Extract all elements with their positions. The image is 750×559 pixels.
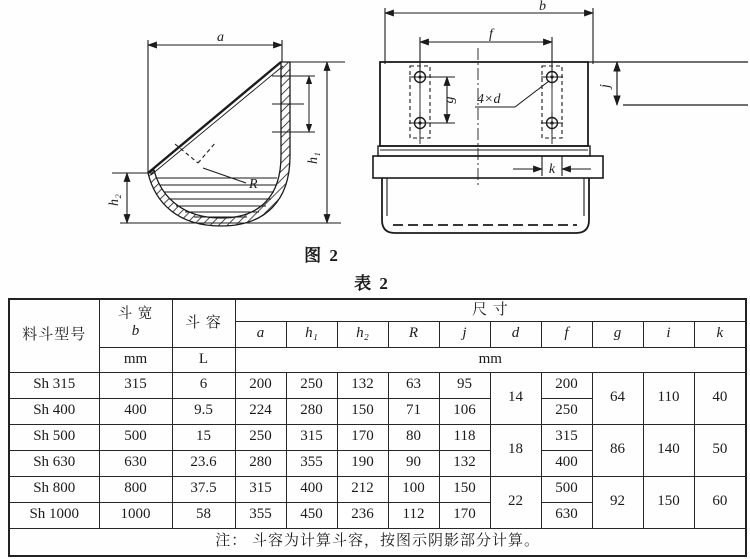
cell-a: 250 bbox=[235, 424, 286, 450]
radius-leader-line bbox=[203, 168, 246, 183]
cell-h1: 250 bbox=[286, 372, 337, 398]
cell-capacity: 15 bbox=[172, 424, 235, 450]
col-header-k: k bbox=[694, 321, 746, 347]
cell-R: 80 bbox=[388, 424, 439, 450]
table-row bbox=[9, 372, 746, 398]
header-dimensions-unit: mm bbox=[235, 347, 746, 372]
dim-label-h2: h₂ bbox=[107, 194, 122, 206]
cell-h2: 212 bbox=[337, 476, 388, 502]
cell-k-merged: 60 bbox=[694, 476, 746, 528]
cell-R: 112 bbox=[388, 502, 439, 528]
cell-a: 224 bbox=[235, 398, 286, 424]
cell-h2: 132 bbox=[337, 372, 388, 398]
cell-j: 118 bbox=[439, 424, 490, 450]
cell-capacity: 9.5 bbox=[172, 398, 235, 424]
cell-i-merged: 150 bbox=[643, 476, 694, 528]
header-model: 料斗型号 bbox=[9, 299, 99, 372]
cell-R: 71 bbox=[388, 398, 439, 424]
header-bucket-width-title: 斗 宽 bbox=[117, 306, 154, 323]
cell-capacity: 37.5 bbox=[172, 476, 235, 502]
cell-j: 132 bbox=[439, 450, 490, 476]
cell-h2: 170 bbox=[337, 424, 388, 450]
dim-label-b: b bbox=[539, 0, 546, 14]
cell-model: Sh 1000 bbox=[9, 502, 99, 528]
figure-bucket-back-view bbox=[363, 0, 748, 246]
cell-f: 315 bbox=[541, 424, 592, 450]
dim-label-R: R bbox=[249, 177, 258, 192]
header-bucket-width bbox=[99, 299, 172, 347]
cell-f: 500 bbox=[541, 476, 592, 502]
col-header-a: a bbox=[235, 321, 286, 347]
figure-caption: 图 2 bbox=[304, 246, 340, 265]
cell-b: 630 bbox=[99, 450, 172, 476]
cell-i-merged: 110 bbox=[643, 372, 694, 424]
header-capacity: 斗 容 bbox=[172, 299, 235, 347]
col-header-h1: h₁ bbox=[286, 321, 337, 347]
cell-d-merged: 22 bbox=[490, 476, 541, 528]
cell-h1: 450 bbox=[286, 502, 337, 528]
cell-b: 500 bbox=[99, 424, 172, 450]
dimension-j bbox=[588, 62, 748, 105]
dim-label-g: g bbox=[442, 96, 457, 104]
header-bucket-width-symbol: b bbox=[131, 322, 140, 339]
figure-bucket-section bbox=[105, 16, 365, 244]
bucket-wall-hatched bbox=[148, 62, 290, 226]
dim-label-h1: h₁ bbox=[306, 152, 321, 164]
cell-b: 400 bbox=[99, 398, 172, 424]
cell-h1: 400 bbox=[286, 476, 337, 502]
cell-h2: 190 bbox=[337, 450, 388, 476]
dimension-a bbox=[148, 40, 282, 173]
cell-f: 630 bbox=[541, 502, 592, 528]
cell-R: 63 bbox=[388, 372, 439, 398]
cell-h1: 355 bbox=[286, 450, 337, 476]
spec-table bbox=[8, 298, 747, 557]
cell-j: 150 bbox=[439, 476, 490, 502]
col-header-j: j bbox=[439, 321, 490, 347]
cell-f: 200 bbox=[541, 372, 592, 398]
cell-k-merged: 40 bbox=[694, 372, 746, 424]
cell-model: Sh 630 bbox=[9, 450, 99, 476]
holes-callout-label: 4×d bbox=[477, 92, 501, 107]
header-capacity-unit: L bbox=[172, 347, 235, 372]
cell-k-merged: 50 bbox=[694, 424, 746, 476]
flange-strips bbox=[373, 146, 603, 178]
cell-d-merged: 18 bbox=[490, 424, 541, 476]
col-header-d: d bbox=[490, 321, 541, 347]
cell-h1: 280 bbox=[286, 398, 337, 424]
cell-i-merged: 140 bbox=[643, 424, 694, 476]
cell-model: Sh 500 bbox=[9, 424, 99, 450]
col-header-h2: h₂ bbox=[337, 321, 388, 347]
dimension-f bbox=[420, 37, 552, 72]
col-header-f: f bbox=[541, 321, 592, 347]
cell-a: 280 bbox=[235, 450, 286, 476]
cell-R: 90 bbox=[388, 450, 439, 476]
wall-hole-ticks bbox=[272, 76, 315, 132]
cell-j: 170 bbox=[439, 502, 490, 528]
col-header-R: R bbox=[388, 321, 439, 347]
header-dimensions: 尺 寸 bbox=[235, 299, 746, 321]
dim-label-f: f bbox=[489, 27, 493, 42]
cell-b: 800 bbox=[99, 476, 172, 502]
cell-a: 200 bbox=[235, 372, 286, 398]
cell-g-merged: 86 bbox=[592, 424, 643, 476]
table-caption: 表 2 bbox=[354, 274, 390, 293]
table-note-row bbox=[9, 528, 746, 556]
cell-a: 355 bbox=[235, 502, 286, 528]
cell-h1: 315 bbox=[286, 424, 337, 450]
cell-h2: 236 bbox=[337, 502, 388, 528]
table-note: 注： 斗容为计算斗容，按图示阴影部分计算。 bbox=[9, 528, 746, 556]
cell-model: Sh 315 bbox=[9, 372, 99, 398]
bucket-top-plate bbox=[148, 62, 283, 175]
cell-f: 400 bbox=[541, 450, 592, 476]
dim-label-a: a bbox=[217, 30, 224, 45]
cell-b: 1000 bbox=[99, 502, 172, 528]
cell-capacity: 6 bbox=[172, 372, 235, 398]
dim-label-j: j bbox=[598, 84, 613, 88]
cell-b: 315 bbox=[99, 372, 172, 398]
cell-j: 106 bbox=[439, 398, 490, 424]
bucket-body bbox=[382, 178, 589, 233]
cell-g-merged: 92 bbox=[592, 476, 643, 528]
col-header-i: i bbox=[643, 321, 694, 347]
cell-R: 100 bbox=[388, 476, 439, 502]
col-header-g: g bbox=[592, 321, 643, 347]
cell-capacity: 58 bbox=[172, 502, 235, 528]
table-row bbox=[9, 476, 746, 502]
cell-model: Sh 800 bbox=[9, 476, 99, 502]
cell-f: 250 bbox=[541, 398, 592, 424]
cell-g-merged: 64 bbox=[592, 372, 643, 424]
header-bucket-width-unit: mm bbox=[99, 347, 172, 372]
table-row bbox=[9, 424, 746, 450]
cell-model: Sh 400 bbox=[9, 398, 99, 424]
cell-capacity: 23.6 bbox=[172, 450, 235, 476]
cell-d-merged: 14 bbox=[490, 372, 541, 424]
dim-label-k: k bbox=[548, 162, 556, 177]
cell-h2: 150 bbox=[337, 398, 388, 424]
cell-j: 95 bbox=[439, 372, 490, 398]
cell-a: 315 bbox=[235, 476, 286, 502]
